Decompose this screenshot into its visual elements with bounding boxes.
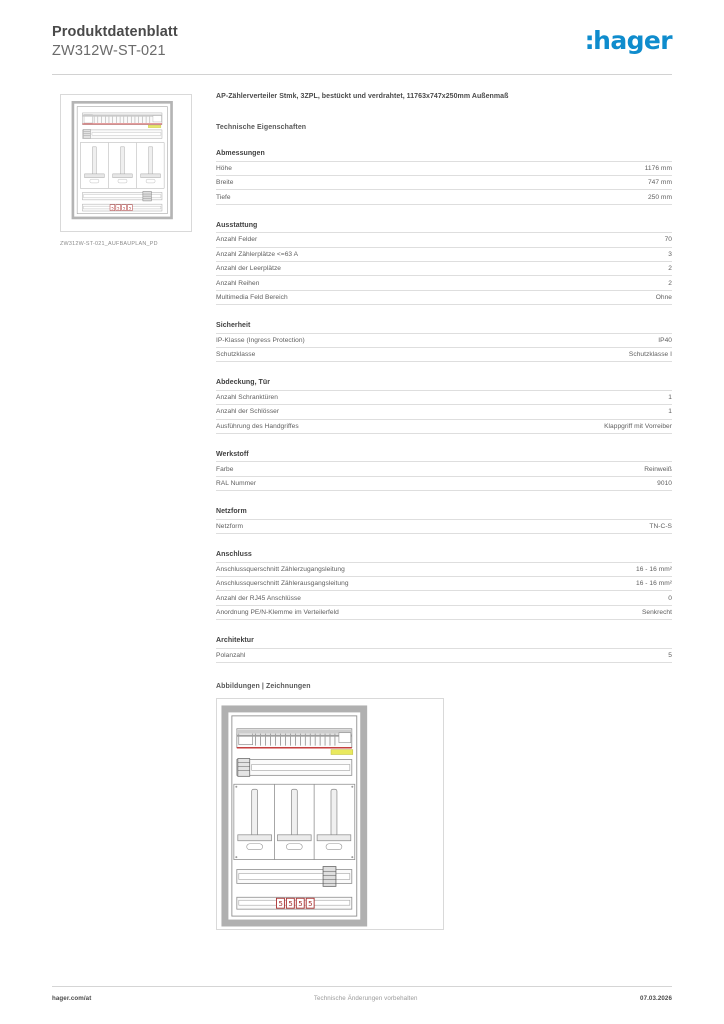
page-title: Produktdatenblatt xyxy=(52,24,178,40)
spec-group xyxy=(216,551,672,620)
spec-group-title: Abdeckung, Tür xyxy=(216,379,270,387)
table-row xyxy=(216,347,672,362)
spec-value: TN-C-S xyxy=(649,522,672,530)
table-row xyxy=(216,175,672,189)
table-row xyxy=(216,562,672,576)
spec-group-title: Sicherheit xyxy=(216,322,251,330)
table-row xyxy=(216,333,672,347)
footer-date: 07.03.2026 xyxy=(640,995,672,1002)
spec-group-title: Ausstattung xyxy=(216,221,258,229)
page-header xyxy=(52,24,672,60)
footer-disclaimer: Technische Änderungen vorbehalten xyxy=(313,995,418,1002)
spec-group xyxy=(216,451,672,491)
spec-value: 0 xyxy=(668,594,672,602)
spec-value: 16 - 16 mm² xyxy=(636,565,672,573)
table-row xyxy=(216,461,672,475)
svg-text:5: 5 xyxy=(288,900,293,909)
spec-group xyxy=(216,508,672,534)
table-row xyxy=(216,404,672,418)
drawings-heading: Abbildungen | Zeichnungen xyxy=(216,682,311,690)
spec-label: Anzahl der RJ45 Anschlüsse xyxy=(216,594,301,602)
svg-text:5: 5 xyxy=(308,900,313,909)
svg-text:5: 5 xyxy=(123,206,126,211)
spec-label: Anzahl Schranktüren xyxy=(216,394,278,402)
table-row xyxy=(216,290,672,305)
product-thumbnail xyxy=(60,94,192,232)
spec-label: Anzahl der Leerplätze xyxy=(216,265,281,273)
spec-value: 2 xyxy=(668,279,672,287)
table-row xyxy=(216,605,672,620)
spec-group xyxy=(216,322,672,362)
spec-label: Anzahl Felder xyxy=(216,236,258,244)
spec-value: Klappgriff mit Vorreiber xyxy=(604,422,672,430)
spec-value: 1 xyxy=(668,408,672,416)
spec-value: Senkrecht xyxy=(641,608,672,616)
spec-value: 9010 xyxy=(657,480,672,488)
spec-label: Anschlussquerschnitt Zählerausgangsleitung xyxy=(216,580,349,588)
footer-divider xyxy=(52,986,672,987)
drawing-container xyxy=(216,698,444,930)
spec-label: IP-Klasse (Ingress Protection) xyxy=(216,336,305,344)
svg-text:5: 5 xyxy=(117,206,120,211)
svg-text:5: 5 xyxy=(111,206,114,211)
spec-label: Farbe xyxy=(216,465,234,473)
spec-label: Netzform xyxy=(216,522,244,530)
spec-group xyxy=(216,637,672,663)
spec-label: RAL Nummer xyxy=(216,480,257,488)
product-description: AP-Zählerverteiler Stmk, 3ZPL, bestückt und verdrahtet, 11763x747x250mm Außenmaß xyxy=(216,93,509,100)
title-block xyxy=(52,24,178,60)
spec-group xyxy=(216,379,672,434)
spec-label: Anschlussquerschnitt Zählerzugangsleitung xyxy=(216,565,345,573)
main-content xyxy=(216,92,672,930)
table-row xyxy=(216,590,672,604)
spec-value: Schutzklasse I xyxy=(628,351,672,359)
spec-label: Tiefe xyxy=(216,193,231,201)
technical-properties-heading: Technische Eigenschaften xyxy=(216,124,307,132)
page-footer xyxy=(52,995,672,1002)
table-row xyxy=(216,648,672,663)
spec-group-title: Abmessungen xyxy=(216,150,265,158)
table-row xyxy=(216,576,672,590)
spec-group xyxy=(216,150,672,205)
table-row xyxy=(216,390,672,404)
product-reference: ZW312W-ST-021 xyxy=(52,42,166,59)
spec-value: 1176 mm xyxy=(644,164,672,172)
spec-value: 70 xyxy=(664,236,672,244)
spec-value: 16 - 16 mm² xyxy=(636,580,672,588)
thumbnail-caption: ZW312W-ST-021_AUFBAUPLAN_PD xyxy=(60,241,158,247)
spec-group-title: Architektur xyxy=(216,637,254,645)
table-row xyxy=(216,247,672,261)
spec-label: Anzahl der Schlösser xyxy=(216,408,280,416)
spec-group xyxy=(216,222,672,305)
cabinet-technical-drawing xyxy=(217,699,443,929)
spec-label: Anzahl Zählerplätze <=63 A xyxy=(216,250,299,258)
svg-text:5: 5 xyxy=(278,900,283,909)
spec-value: 747 mm xyxy=(647,179,672,187)
header-divider xyxy=(52,74,672,75)
spec-value: IP40 xyxy=(658,336,672,344)
spec-label: Höhe xyxy=(216,164,232,172)
spec-label: Breite xyxy=(216,179,234,187)
table-row xyxy=(216,519,672,534)
logo-colon-icon: : xyxy=(584,26,594,55)
spec-label: Anzahl Reihen xyxy=(216,279,260,287)
svg-text:5: 5 xyxy=(128,206,132,211)
spec-label: Ausführung des Handgriffes xyxy=(216,422,299,430)
spec-value: 1 xyxy=(668,394,672,402)
spec-label: Polanzahl xyxy=(216,651,246,659)
table-row xyxy=(216,419,672,434)
table-row xyxy=(216,476,672,491)
spec-label: Multimedia Feld Bereich xyxy=(216,293,288,301)
spec-label: Anordnung PE/N-Klemme im Verteilerfeld xyxy=(216,608,339,616)
table-row xyxy=(216,232,672,246)
spec-value: 2 xyxy=(668,265,672,273)
spec-value: Ohne xyxy=(655,293,672,301)
table-row xyxy=(216,275,672,289)
logo-text: hager xyxy=(593,26,672,55)
footer-website[interactable]: hager.com/at xyxy=(52,995,92,1002)
spec-value: 250 mm xyxy=(647,193,672,201)
spec-group-title: Anschluss xyxy=(216,551,252,559)
spec-group-title: Werkstoff xyxy=(216,450,249,458)
table-row xyxy=(216,189,672,204)
cabinet-thumbnail-drawing xyxy=(61,95,191,231)
hager-logo xyxy=(585,28,672,53)
spec-value: 5 xyxy=(668,651,672,659)
table-row xyxy=(216,161,672,175)
svg-text:5: 5 xyxy=(298,900,303,909)
table-row xyxy=(216,261,672,275)
spec-group-title: Netzform xyxy=(216,508,247,516)
spec-value: Reinweiß xyxy=(644,465,672,473)
specifications-table xyxy=(216,150,672,663)
spec-label: Schutzklasse xyxy=(216,351,256,359)
spec-value: 3 xyxy=(668,250,672,258)
